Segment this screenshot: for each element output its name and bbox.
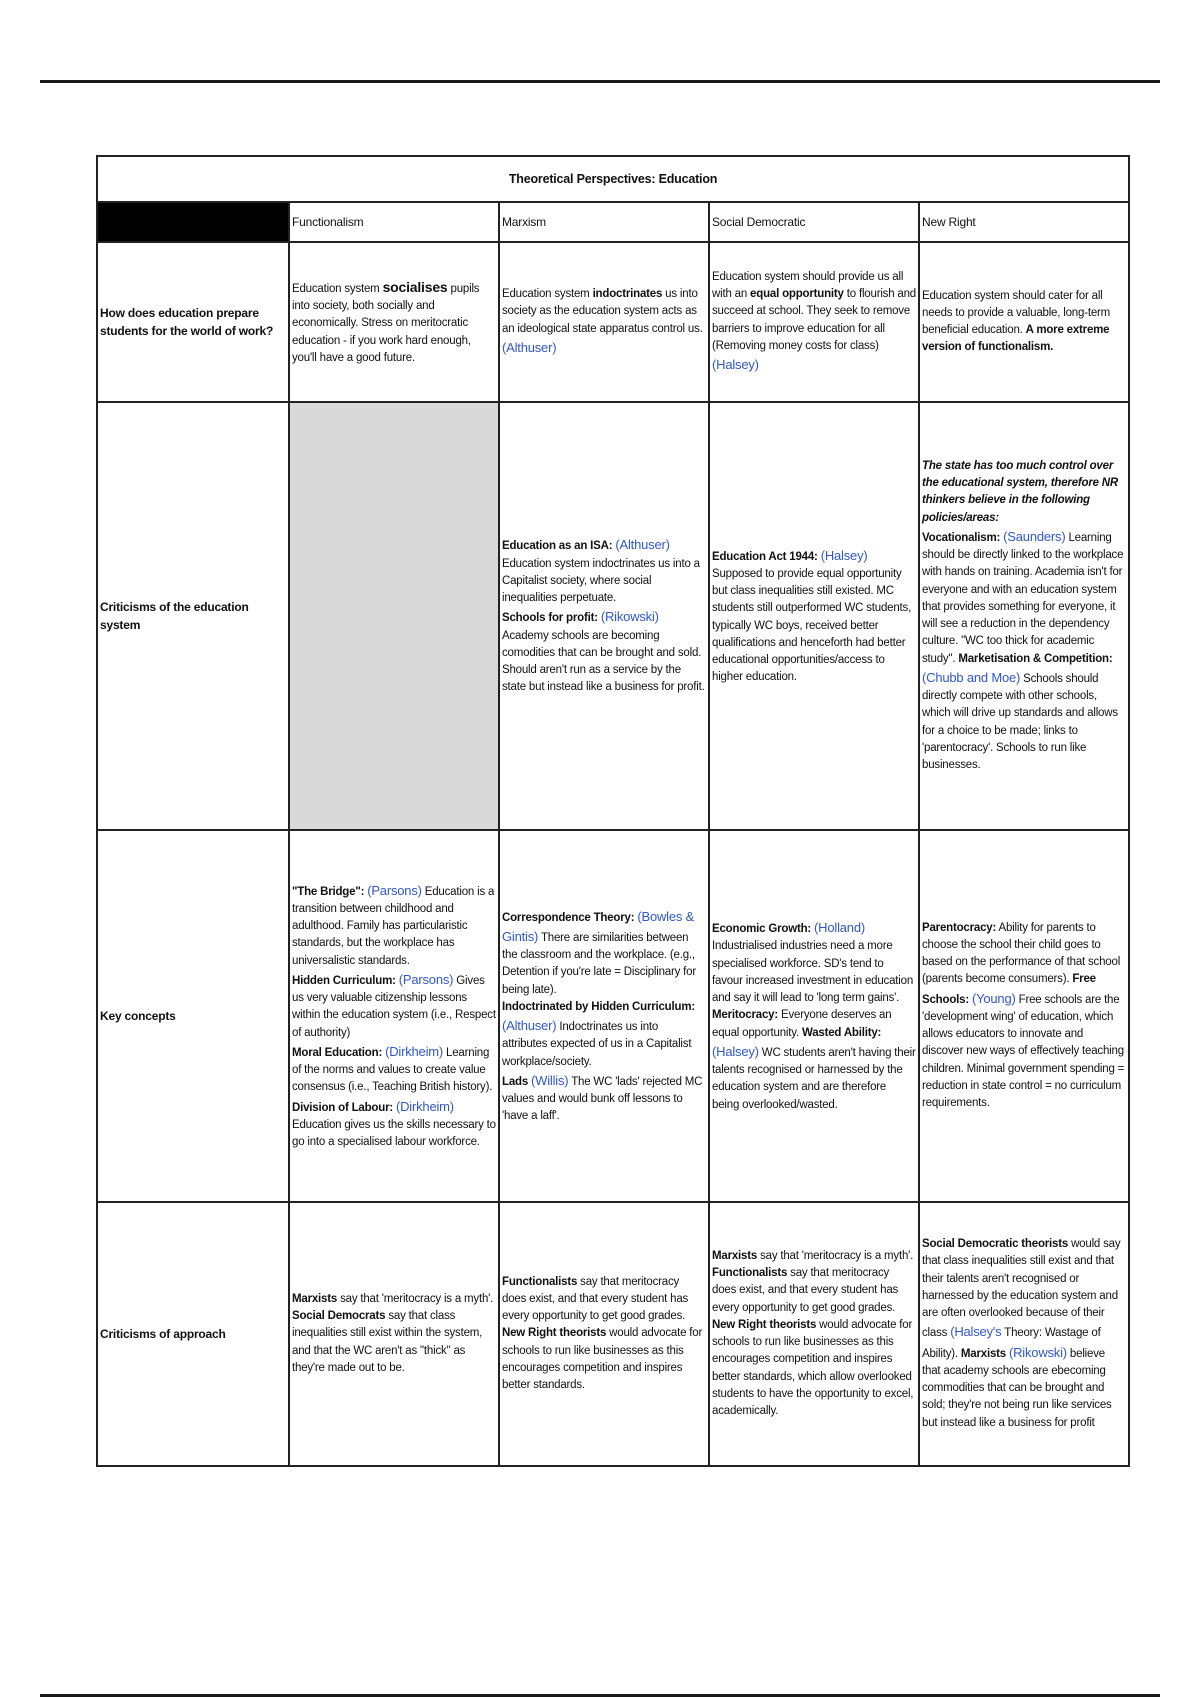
table-row	[97, 830, 1129, 1202]
perspectives-table	[96, 155, 1130, 1467]
row-label-prepare-work: How does education prepare students for the world of work?	[97, 242, 289, 402]
header-functionalism: Functionalism	[289, 202, 499, 242]
header-new-right: New Right	[919, 202, 1129, 242]
cell-marxism-prepare: Education system indoctrinates us into society as the education system acts as an ideological state apparatus control us. (Althuser)	[499, 242, 709, 402]
table-row	[97, 1202, 1129, 1466]
cell-marxism-approach: Functionalists say that meritocracy does exist, and that every student has every opportunity to get good grades. New Right theorists would advocate for schools to run like businesses as this encourages competition and inspires better standards.	[499, 1202, 709, 1466]
cell-socdem-criticisms: Education Act 1944: (Halsey) Supposed to provide equal opportunity but class inequalities still existed. MC students still outperformed WC students, typically WC boys, received better qualifications and henceforth had better educational opportunities/access to higher education.	[709, 402, 919, 830]
header-row	[97, 202, 1129, 242]
cell-functionalism-approach: Marxists say that 'meritocracy is a myth'. Social Democrats say that class inequalities still exist within the system, and that the WC aren't as "thick" as they're made out to be.	[289, 1202, 499, 1466]
cell-functionalism-criticisms-empty	[289, 402, 499, 830]
cell-marxism-criticisms: Education as an ISA: (Althuser) Education system indoctrinates us into a Capitalist society, where social inequalities perpetuate. Schools for profit: (Rikowski) Academy schools are becoming comodities that can be brought and sold. Should aren't run as a service by the state but instead like a business for profit.	[499, 402, 709, 830]
cell-socdem-concepts: Economic Growth: (Holland) Industrialised industries need a more specialised workforce. SD's tend to favour increased investment in education and say it will lead to 'long term gains'. Meritocracy: Everyone deserves an equal opportunity. Wasted Ability: (Halsey) WC students aren't having their talents recognised or harnessed by the education system and are therefore being overlooked/wasted.	[709, 830, 919, 1202]
cell-newright-concepts: Parentocracy: Ability for parents to choose the school their child goes to based on the performance of that school (parents become consumers). Free Schools: (Young) Free schools are the 'development wing' of education, which allows educators to innovate and discover new ways of effectively teaching children. Minimal government spending = reduction in state control = no curriculum requirements.	[919, 830, 1129, 1202]
table-row	[97, 402, 1129, 830]
cell-socdem-prepare: Education system should provide us all with an equal opportunity to flourish and succeed at school. They seek to remove barriers to improve education for all (Removing money costs for class) (Halsey)	[709, 242, 919, 402]
cell-newright-approach: Social Democratic theorists would say that class inequalities still exist and that their talents aren't recognised or harnessed by the education system and are often overlooked because of their class (Halsey's Theory: Wastage of Ability). Marxists (Rikowski) believe that academy schools are ebecoming commodities that can be brought and sold; they're not being run like services but instead like a business for profit	[919, 1202, 1129, 1466]
cell-newright-prepare: Education system should cater for all needs to provide a valuable, long-term beneficial education. A more extreme version of functionalism.	[919, 242, 1129, 402]
row-label-criticisms-approach: Criticisms of approach	[97, 1202, 289, 1466]
row-label-key-concepts: Key concepts	[97, 830, 289, 1202]
header-marxism: Marxism	[499, 202, 709, 242]
cell-marxism-concepts: Correspondence Theory: (Bowles & Gintis) There are similarities between the classroom and the workplace. (e.g., Detention if you're late = Disciplinary for being late). Indoctrinated by Hidden Curriculum: (Althuser) Indoctrinates us into attributes expected of us in a Capitalist workplace/society. Lads (Willis) The WC 'lads' rejected MC values and would bunk off lessons to 'have a laff'.	[499, 830, 709, 1202]
cell-functionalism-concepts: "The Bridge": (Parsons) Education is a transition between childhood and adulthood. Family has particularistic standards, but the workplace has universalistic standards. Hidden Curriculum: (Parsons) Gives us very valuable citizenship lessons within the education system (i.e., Respect of authority) Moral Education: (Dirkheim) Learning of the norms and values to create value consensus (i.e., Teaching British history). Division of Labour: (Dirkheim) Education gives us the skills necessary to go into a specialised labour workforce.	[289, 830, 499, 1202]
table-row	[97, 242, 1129, 402]
cell-socdem-approach: Marxists say that 'meritocracy is a myth'. Functionalists say that meritocracy does exist, and that every student has every opportunity to get good grades. New Right theorists would advocate for schools to run like businesses as this encourages competition and inspires better standards, which allow overlooked students to have the opportunity to excel, academically.	[709, 1202, 919, 1466]
row-label-criticisms-system: Criticisms of the education system	[97, 402, 289, 830]
header-social-democratic: Social Democratic	[709, 202, 919, 242]
title-row	[97, 156, 1129, 202]
cell-newright-criticisms: The state has too much control over the educational system, therefore NR thinkers believe in the following policies/areas: Vocationalism: (Saunders) Learning should be directly linked to the workplace with hands on training. Academia isn't for everyone and with an education system that provides something for everyone, it will see a reduction in the dependency culture. "WC too thick for academic study". Marketisation & Competition: (Chubb and Moe) Schools should directly compete with other schools, which will drive up standards and allows for a choice to be made; links to 'parentocracy'. Schools to run like businesses.	[919, 402, 1129, 830]
header-rule	[40, 80, 1160, 83]
corner-cell	[97, 202, 289, 242]
table-title: Theoretical Perspectives: Education	[97, 156, 1129, 202]
cell-functionalism-prepare: Education system socialises pupils into society, both socially and economically. Stress on meritocratic education - if you work hard enough, you'll have a good future.	[289, 242, 499, 402]
footer-rule	[40, 1694, 1160, 1697]
